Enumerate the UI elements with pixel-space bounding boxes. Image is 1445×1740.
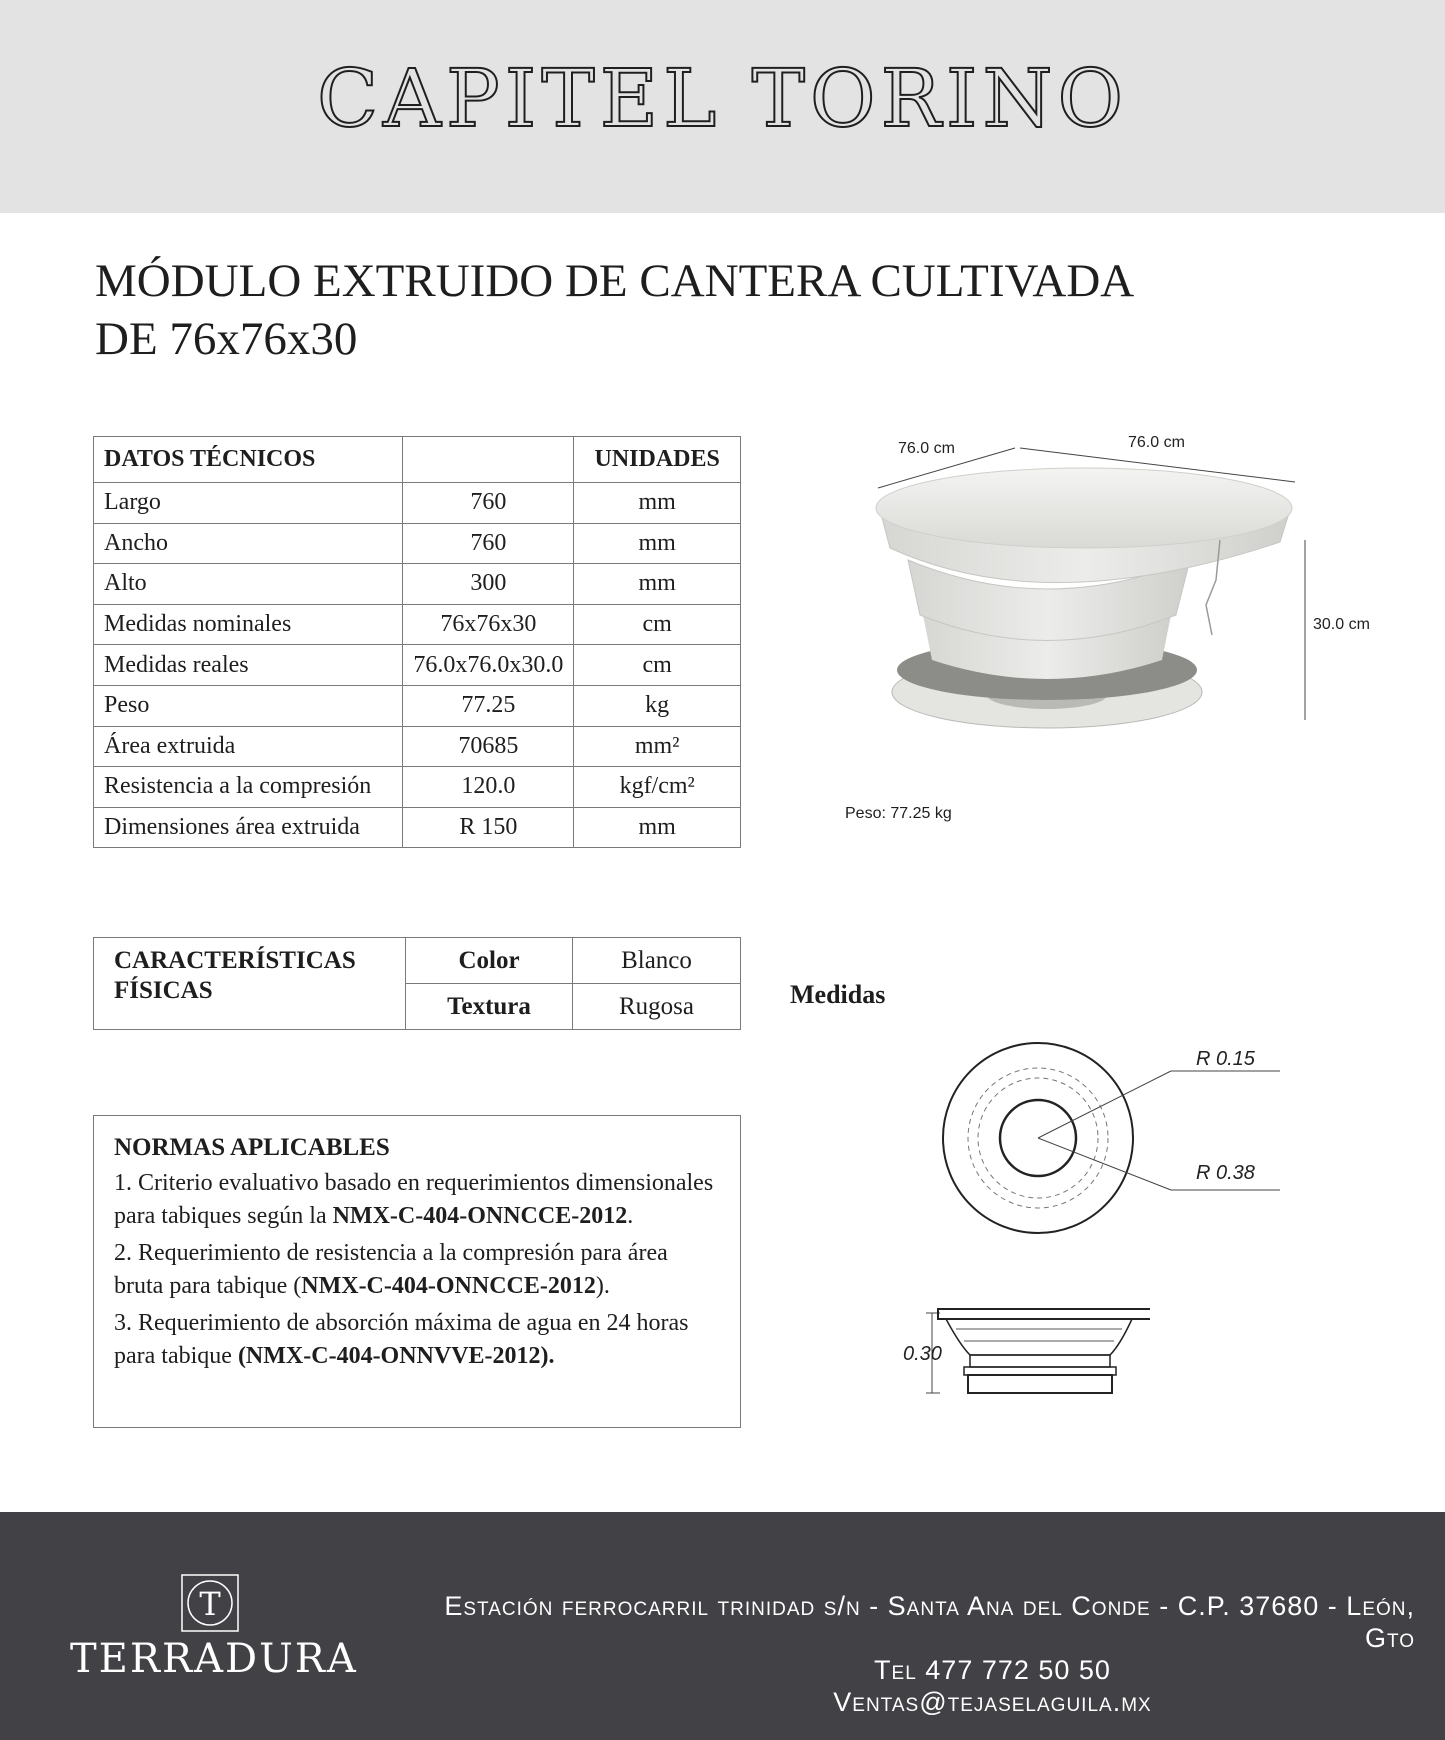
height-label: 0.30 (903, 1343, 942, 1365)
applicable-norms-box (93, 1115, 741, 1428)
table-row (94, 645, 741, 686)
subtitle-line-1: MÓDULO EXTRUIDO DE CANTERA CULTIVADA (95, 255, 1135, 307)
product-subtitle (95, 252, 1134, 368)
norm-code: (NMX-C-404-ONNVVE-2012). (237, 1343, 555, 1369)
dim-height-label: 30.0 cm (1313, 616, 1370, 633)
physical-header (94, 938, 406, 1030)
drawings-title: Medidas (790, 980, 886, 1009)
contact-info (390, 1590, 1415, 1718)
row-unit: mm (574, 483, 741, 524)
dim-width-label: 76.0 cm (1128, 434, 1185, 451)
norm-text: 3. Requerimiento de absorción máxima de agua en 24 horas para tabique (114, 1310, 689, 1369)
dim-length-label: 76.0 cm (898, 440, 955, 457)
physical-characteristics-table (93, 937, 741, 1030)
phone-text: Tel 477 772 50 50 (874, 1655, 1111, 1685)
table-header-cell: UNIDADES (574, 437, 741, 483)
row-label: Medidas reales (94, 645, 403, 686)
norm-code: NMX-C-404-ONNCCE-2012 (332, 1203, 628, 1229)
table-row (94, 483, 741, 524)
norms-title: NORMAS APLICABLES (114, 1134, 390, 1161)
table-row (94, 938, 741, 984)
row-unit: kgf/cm² (574, 767, 741, 808)
page-footer (0, 1512, 1445, 1740)
product-image (860, 430, 1320, 740)
page-title: CAPITEL TORINO (316, 52, 1129, 145)
row-label: Color (406, 938, 573, 984)
outer-radius-label: R 0.38 (1196, 1162, 1255, 1184)
norm-text: 1. Criterio evaluativo basado en requerimientos dimensionales para tabiques según la (114, 1170, 714, 1229)
row-unit: mm (574, 564, 741, 605)
table-header-cell: DATOS TÉCNICOS (94, 437, 403, 483)
norm-text: 2. Requerimiento de resistencia a la compresión para área bruta para tabique ( (114, 1240, 668, 1299)
table-row (94, 807, 741, 848)
row-value: Blanco (573, 938, 741, 984)
table-row (94, 685, 741, 726)
row-label: Largo (94, 483, 403, 524)
table-row (94, 523, 741, 564)
row-label: Alto (94, 564, 403, 605)
logo-text: TERRADURA (70, 1636, 358, 1682)
email-link[interactable]: Ventas@tejaselaguila.mx (833, 1687, 1152, 1717)
company-logo (70, 1572, 358, 1682)
row-value: 76.0x76.0x30.0 (403, 645, 574, 686)
page-header (0, 0, 1445, 213)
weight-label: Peso: 77.25 kg (845, 805, 952, 822)
norm-item-1 (114, 1167, 720, 1233)
norm-item-3 (114, 1307, 720, 1373)
row-value: 77.25 (403, 685, 574, 726)
row-value: 300 (403, 564, 574, 605)
row-value: 70685 (403, 726, 574, 767)
physical-header-line-1: CARACTERÍSTICAS (114, 947, 356, 974)
table-row (94, 726, 741, 767)
row-label: Área extruida (94, 726, 403, 767)
row-label: Resistencia a la compresión (94, 767, 403, 808)
table-header-cell (403, 437, 574, 483)
subtitle-line-2: DE 76x76x30 (95, 313, 358, 365)
norm-item-2 (114, 1237, 720, 1303)
row-value: 760 (403, 483, 574, 524)
row-unit: mm (574, 523, 741, 564)
physical-header-line-2: FÍSICAS (114, 977, 213, 1004)
norm-end: . (627, 1203, 634, 1229)
norm-end: ). (595, 1273, 610, 1299)
row-unit: cm (574, 604, 741, 645)
side-view-drawing (920, 1305, 1150, 1400)
row-value: 760 (403, 523, 574, 564)
row-label: Peso (94, 685, 403, 726)
table-row (94, 564, 741, 605)
row-label: Dimensiones área extruida (94, 807, 403, 848)
row-value: 76x76x30 (403, 604, 574, 645)
norm-code: NMX-C-404-ONNCCE-2012 (301, 1273, 596, 1299)
row-unit: cm (574, 645, 741, 686)
row-unit: kg (574, 685, 741, 726)
row-label: Medidas nominales (94, 604, 403, 645)
inner-radius-label: R 0.15 (1196, 1048, 1255, 1070)
table-row (94, 767, 741, 808)
row-value: 120.0 (403, 767, 574, 808)
row-unit: mm² (574, 726, 741, 767)
address-text: Estación ferrocarril trinidad s/n - Santa Ana del Conde - C.P. 37680 - León, Gto (444, 1591, 1415, 1653)
row-unit: mm (574, 807, 741, 848)
logo-letter: T (199, 1585, 221, 1623)
row-label: Textura (406, 984, 573, 1030)
logo-mark (179, 1572, 241, 1634)
technical-data-table (93, 436, 741, 848)
table-row (94, 604, 741, 645)
row-value: Rugosa (573, 984, 741, 1030)
table-header-row (94, 437, 741, 483)
row-value: R 150 (403, 807, 574, 848)
row-label: Ancho (94, 523, 403, 564)
